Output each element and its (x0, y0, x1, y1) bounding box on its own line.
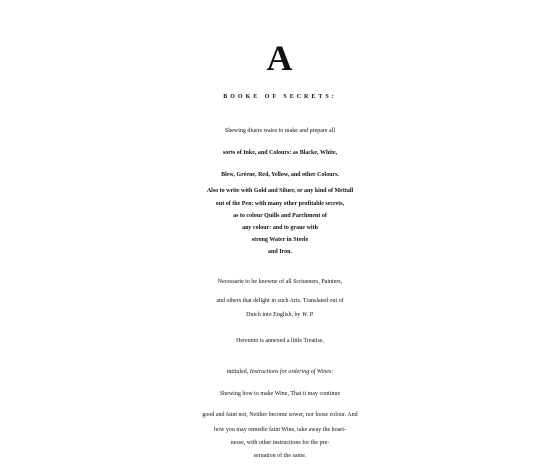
blackletter-line-2: out of the Pen: with many other profitable secrets, (215, 201, 345, 207)
title-initial: A (266, 38, 294, 78)
blackletter-line-5: strong Water in Steele (251, 237, 309, 243)
intituled-line (0, 369, 560, 375)
necessarie-line: Necessarie to be knowne of all Scriueners, Painters, (217, 279, 343, 285)
translator-initials: W. P. (302, 312, 314, 318)
seruation-line: seruation of the same. (253, 453, 307, 459)
good-line: good and faint not, Neither become sower, nor loose colour. And (202, 412, 358, 418)
treatise-title: Instructions for ordering of Wines: (249, 369, 334, 375)
blackletter-line-6: and Iron. (268, 249, 292, 255)
subtitle-line-2: sorts of Inke, and Colours: as Blacke, White, (222, 150, 338, 156)
hereunto-line: Hereunto is annexed a little Treatise, (236, 338, 324, 344)
book-title: BOOKE OF SECRETS: (223, 94, 337, 100)
blackletter-line-4: any colour: and to graue with (242, 225, 318, 231)
others-line: and others that delight in such Arts. Translated out of (216, 298, 344, 304)
blackletter-line-3: as to colour Quills and Parchment of (233, 213, 327, 219)
nesse-line: nesse, with other instructions for the pre- (230, 440, 330, 446)
subtitle-line-3: Blew, Gréene, Red, Yellow, and other Colours. (221, 172, 339, 178)
subtitle-line-1: Shewing diuers waies to make and prepare all (224, 128, 336, 134)
blackletter-line-1: Also to write with Gold and Siluer, or any kind of Mettall (206, 188, 354, 194)
shewing-line: Shewing how to make Wine, That it may continue (219, 391, 341, 397)
dutch-line-prefix: Dutch into English, by (246, 312, 302, 318)
dutch-line (0, 312, 560, 318)
intituled-prefix: intituled, (226, 369, 250, 375)
remedie-line: how you may remedie faint Wine, take away the hoari- (214, 427, 346, 433)
